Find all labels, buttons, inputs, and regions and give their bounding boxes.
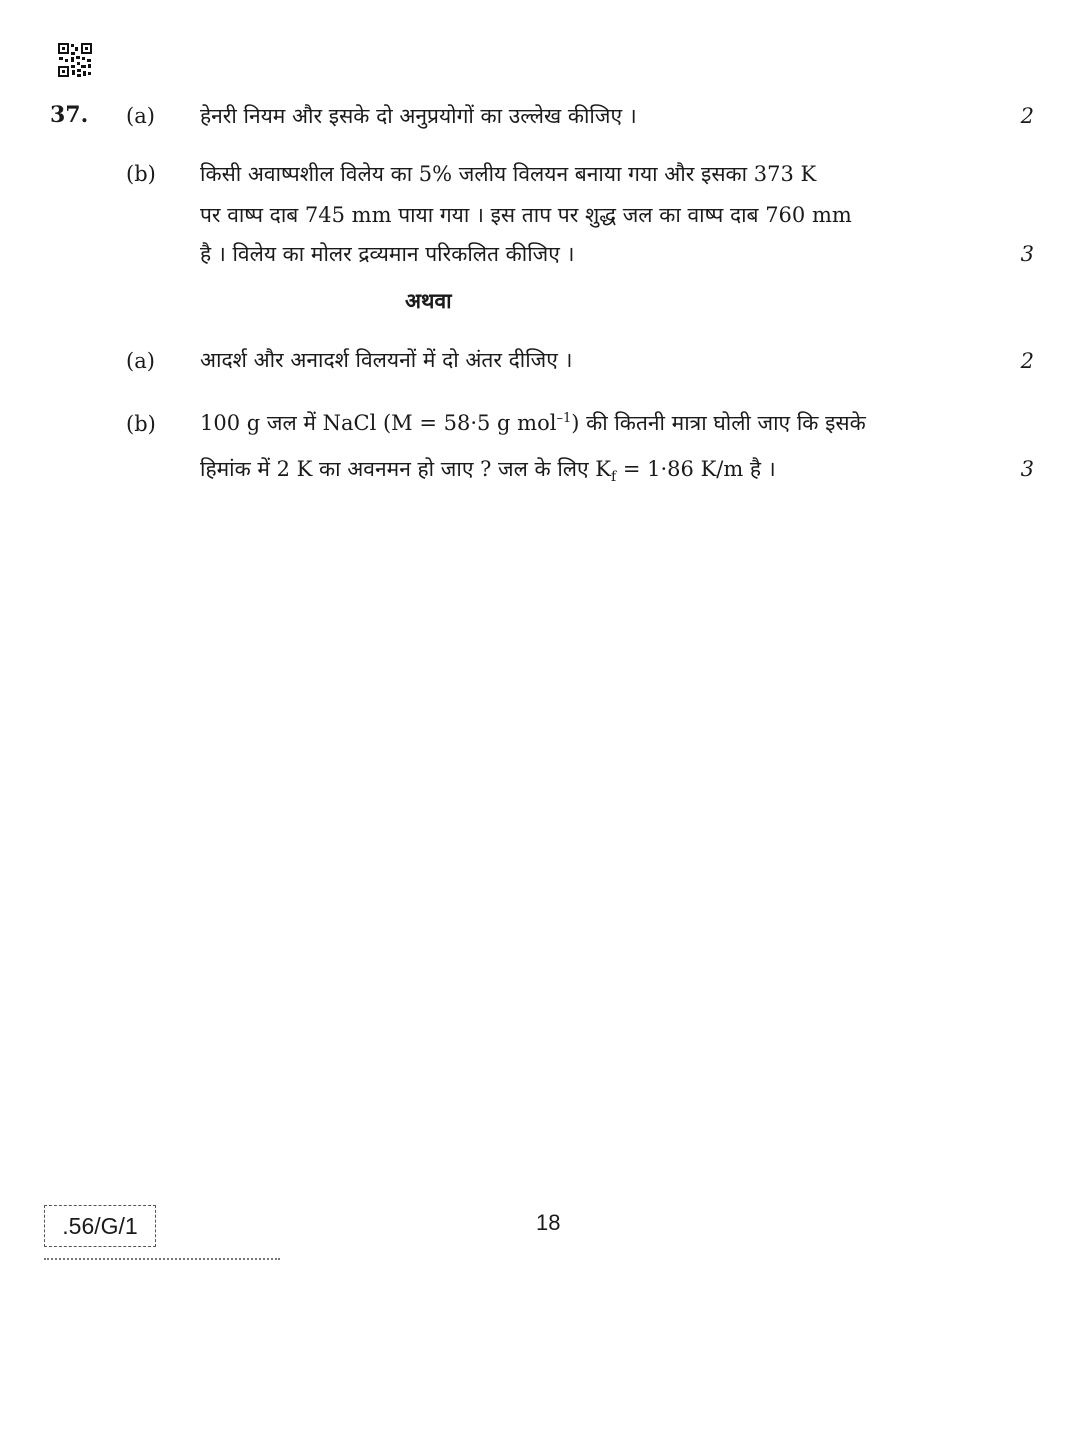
mol-exponent: –1 <box>556 411 572 426</box>
alt-part-b-line-1 <box>200 409 866 437</box>
part-a-label: (a) <box>126 104 155 128</box>
page-number: 18 <box>536 1210 561 1235</box>
part-b-line-3: है । विलेय का मोलर द्रव्यमान परिकलित कीजिए । <box>200 242 575 266</box>
part-a-marks: 2 <box>1020 104 1034 128</box>
alt-part-b-line-2 <box>200 455 776 486</box>
part-b-label: (b) <box>126 162 156 186</box>
footer-divider <box>44 1258 280 1260</box>
alt-part-b-line-2-main: हिमांक में 2 K का अवनमन हो जाए ? जल के लिए K <box>200 457 611 481</box>
alt-part-b-line-1-rest: ) की कितनी मात्रा घोली जाए कि इसके <box>571 411 866 435</box>
alt-part-a-label: (a) <box>126 349 155 373</box>
alt-part-a-marks: 2 <box>1020 349 1034 373</box>
alt-part-b-line-2-rest: = 1·86 K/m है । <box>616 457 776 481</box>
alt-part-b-line-1-main: 100 g जल में NaCl (M = 58·5 g mol <box>200 411 557 435</box>
part-b-line-2: पर वाष्प दाब 745 mm पाया गया । इस ताप पर शुद्ध जल का वाष्प दाब 760 mm <box>200 203 852 227</box>
kf-subscript: f <box>611 469 617 486</box>
alt-part-a-text: आदर्श और अनादर्श विलयनों में दो अंतर दीजिए । <box>200 348 573 372</box>
part-b-marks: 3 <box>1020 242 1034 266</box>
or-divider: अथवा <box>405 288 452 313</box>
alt-part-b-label: (b) <box>126 412 156 436</box>
paper-code: .56/G/1 <box>44 1205 156 1247</box>
alt-part-b-marks: 3 <box>1020 457 1034 481</box>
question-number: 37. <box>50 102 89 128</box>
part-a-text: हेनरी नियम और इसके दो अनुप्रयोगों का उल्लेख कीजिए । <box>200 104 637 128</box>
qr-code-icon <box>57 42 93 78</box>
part-b-line-1: किसी अवाष्पशील विलेय का 5% जलीय विलयन बनाया गया और इसका 373 K <box>200 162 817 186</box>
